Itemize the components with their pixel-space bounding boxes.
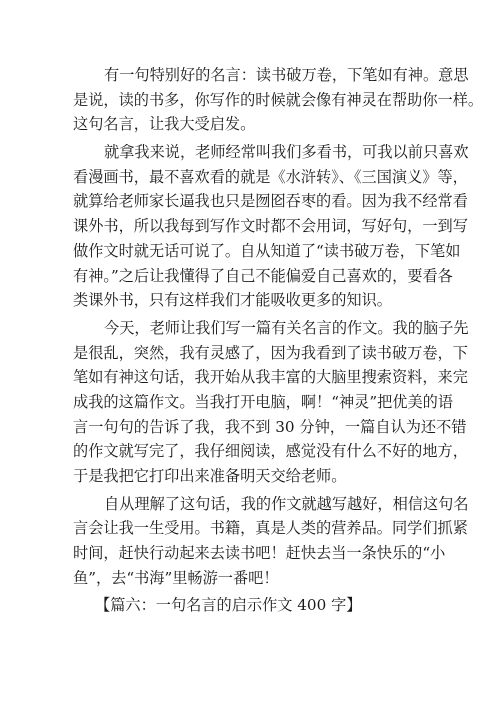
next-section-title: 【篇六：一句名言的启示作文 400 字】 — [95, 596, 362, 615]
text-line: 于是我把它打印出来准备明天交给老师。 — [73, 467, 347, 485]
document-body — [73, 63, 484, 618]
text-line: 的作文就写完了，我仔细阅读，感觉没有什么不好的地方， — [73, 442, 468, 461]
text-line: 是说，读的书多，你写作的时候就会像有神灵在帮助你一样。 — [73, 90, 484, 109]
text-line: 有一句特别好的名言：读书破万卷，下笔如有神。意思 — [104, 66, 469, 84]
text-line: 时间，赶快行动起来去读书吧！赶快去当一条快乐的“小 — [73, 544, 446, 563]
paragraph-4 — [73, 492, 469, 591]
text-line: 鱼”，去“书海”里畅游一番吧！ — [73, 568, 279, 587]
text-line: 言一句句的告诉了我，我不到 30 分钟，一篇自认为还不错 — [73, 417, 467, 436]
paragraph-3 — [73, 316, 469, 489]
text-line: 类课外书，只有这样我们才能吸收更多的知识。 — [73, 291, 392, 310]
text-line: 就拿我来说，老师经常叫我们多看书，可我以前只喜欢 — [104, 143, 469, 162]
text-line: 笔如有神这句话，我开始从我丰富的大脑里搜索资料，来完 — [73, 368, 468, 387]
text-line: 是很乱，突然，我有灵感了，因为我看到了读书破万卷，下 — [73, 343, 468, 362]
text-line: 今天，老师让我们写一篇有关名言的作文。我的脑子先 — [104, 318, 469, 337]
text-line: 课外书，所以我每到写作文时都不会用词，写好句，一到写 — [73, 217, 468, 236]
paragraph-1 — [73, 63, 484, 137]
text-line: 自从理解了这句话，我的作文就越写越好，相信这句名 — [104, 494, 469, 513]
text-line: 有神。”之后让我懂得了自己不能偏爱自己喜欢的，要看各 — [73, 266, 453, 285]
text-line: 看漫画书，最不喜欢看的就是《水浒转》、《三国演义》等， — [73, 167, 468, 186]
text-line: 做作文时就无话可说了。自从知道了“读书破万卷，下笔如 — [73, 241, 461, 260]
text-line: 成我的这篇作文。当我打开电脑，啊！“神灵”把优美的语 — [73, 392, 454, 411]
section-heading — [95, 593, 422, 618]
paragraph-2 — [73, 140, 469, 313]
text-line: 就算给老师家长逼我也只是囫囵吞枣的看。因为我不经常看 — [73, 192, 468, 211]
text-line: 这句名言，让我大受启发。 — [73, 115, 256, 134]
text-line: 言会让我一生受用。书籍，真是人类的营养品。同学们抓紧 — [73, 519, 468, 538]
